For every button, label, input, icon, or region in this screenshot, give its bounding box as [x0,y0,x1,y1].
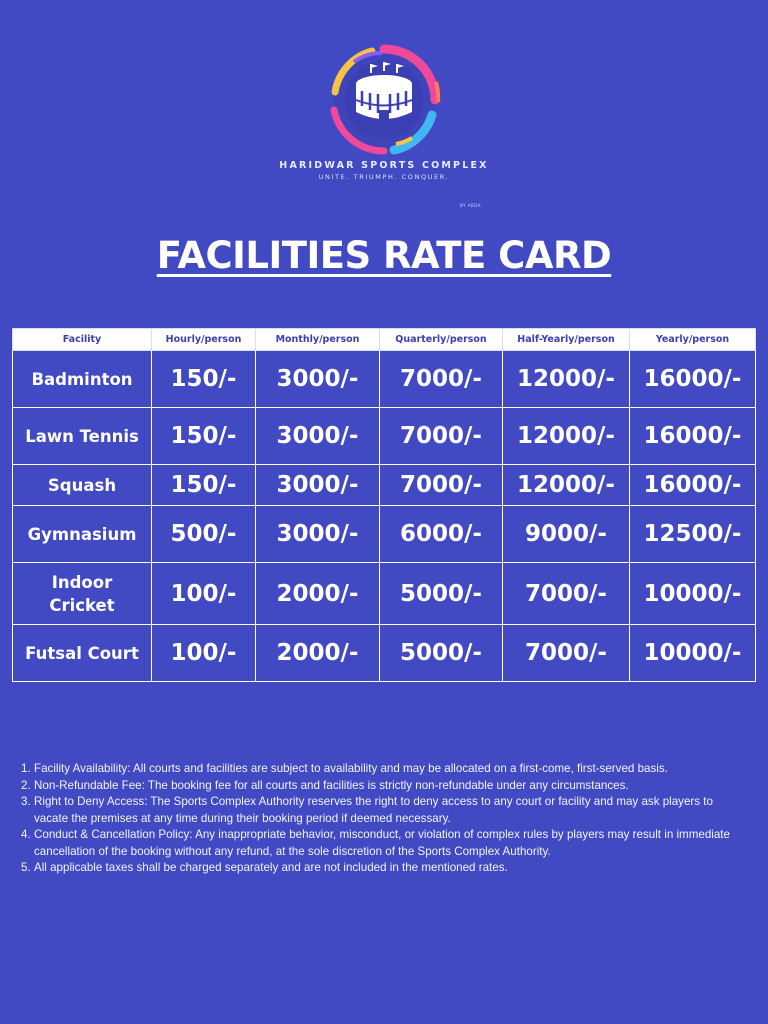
rate-yearly: 12500/- [630,506,756,563]
list-number: 1. [21,762,31,775]
rate-hourly: 100/- [152,625,256,682]
facility-name: Futsal Court [13,625,152,682]
rate-table [12,328,756,682]
rate-monthly: 3000/- [256,506,380,563]
terms-list [21,761,746,877]
rate-half-yearly: 7000/- [503,625,630,682]
list-number: 2. [21,778,31,792]
table-row [13,351,756,408]
facility-name: Badminton [13,351,152,408]
table-row [13,625,756,682]
rate-yearly: 10000/- [630,625,756,682]
list-item [21,761,746,778]
rate-monthly: 3000/- [256,351,380,408]
column-header-quarterly: Quarterly/person [380,329,503,351]
rate-monthly: 2000/- [256,625,380,682]
list-text: Right to Deny Access: The Sports Complex Authority reserves the right to deny access to any court or facility and may ask players to vacate the premises at any time during their booking period if deemed necessary. [34,795,713,825]
rate-half-yearly: 12000/- [503,465,630,506]
rate-quarterly: 5000/- [380,625,503,682]
page-title: FACILITIES RATE CARD [156,234,612,277]
column-header-half-yearly: Half-Yearly/person [503,329,630,351]
rate-hourly: 100/- [152,563,256,625]
rate-yearly: 16000/- [630,408,756,465]
rate-monthly: 2000/- [256,563,380,625]
list-item [21,860,746,877]
rate-yearly: 16000/- [630,465,756,506]
list-number: 3. [21,795,31,808]
stadium-icon [324,40,444,160]
rate-quarterly: 5000/- [380,563,503,625]
rate-yearly: 10000/- [630,563,756,625]
list-number: 4. [21,828,31,841]
facility-name: Indoor Cricket [13,563,152,625]
table-row [13,563,756,625]
table-header-row [13,329,756,351]
list-text: Conduct & Cancellation Policy: Any inappropriate behavior, misconduct, or violation of complex rules by players may result in immediate cancellation of the booking without any refund, at the sole discretion of the Sports Complex Authority. [34,828,730,858]
facility-name: Squash [13,465,152,506]
rate-monthly: 3000/- [256,465,380,506]
rate-hourly: 150/- [152,465,256,506]
rate-quarterly: 7000/- [380,351,503,408]
list-item [21,778,746,795]
rate-half-yearly: 7000/- [503,563,630,625]
rate-half-yearly: 9000/- [503,506,630,563]
facility-name: Gymnasium [13,506,152,563]
table-row [13,465,756,506]
list-text: Non-Refundable Fee: The booking fee for all courts and facilities is strictly non-refundable under any circumstances. [34,778,629,792]
rate-hourly: 500/- [152,506,256,563]
column-header-facility: Facility [13,329,152,351]
rate-quarterly: 7000/- [380,465,503,506]
list-item [21,827,746,860]
rate-hourly: 150/- [152,408,256,465]
brand-credit: BY ABDA [460,203,481,208]
brand-name: HARIDWAR SPORTS COMPLEX [279,160,489,171]
list-item [21,794,746,827]
brand-logo [278,30,490,212]
rate-hourly: 150/- [152,351,256,408]
list-text: All applicable taxes shall be charged separately and are not included in the mentioned rates. [34,861,508,874]
column-header-yearly: Yearly/person [630,329,756,351]
table-row [13,408,756,465]
rate-quarterly: 6000/- [380,506,503,563]
table-row [13,506,756,563]
column-header-hourly: Hourly/person [152,329,256,351]
rate-yearly: 16000/- [630,351,756,408]
rate-quarterly: 7000/- [380,408,503,465]
column-header-monthly: Monthly/person [256,329,380,351]
rate-half-yearly: 12000/- [503,408,630,465]
rate-half-yearly: 12000/- [503,351,630,408]
list-number: 5. [21,861,31,874]
facility-name: Lawn Tennis [13,408,152,465]
list-text: Facility Availability: All courts and facilities are subject to availability and may be allocated on a first-come, first-served basis. [34,762,668,775]
rate-monthly: 3000/- [256,408,380,465]
brand-tagline: UNITE. TRIUMPH. CONQUER. [318,173,450,181]
